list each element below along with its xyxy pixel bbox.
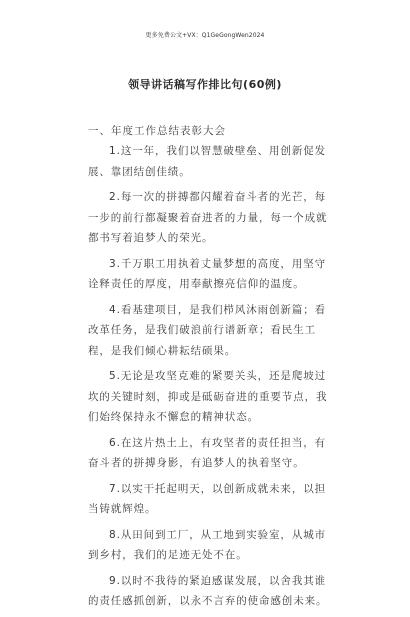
body-text — [88, 141, 330, 617]
section-heading: 一、年度工作总结表彰大会 — [88, 125, 226, 137]
paragraph: 2.每一次的拼搏都闪耀着奋斗者的光芒，每一步的前行都凝聚着奋进者的力量，每一个成就都书写着追梦人的荣光。 — [88, 190, 328, 245]
paragraph: 1.这一年，我们以智慧破壁垒、用创新促发展、靠团结创佳绩。 — [88, 145, 327, 178]
document-title: 领导讲话稿写作排比句(60例) — [128, 78, 282, 91]
paragraph: 5.无论是攻坚克难的紧要关头，还是爬坡过坎的关键时刻，抑或是砥砺奋进的重要节点，我们始终保持永不懈怠的精神状态。 — [88, 370, 328, 424]
paragraph: 3.千万职工用执着丈量梦想的高度，用坚守诠释责任的厚度，用奉献擦亮信仰的温度。 — [88, 257, 327, 291]
header-note: 更多免费公文+VX：Q1GeGongWen2024 — [145, 32, 265, 39]
paragraph: 4.看基建项目，是我们栉风沐雨创新篇；看改革任务，是我们破浪前行谱新章；看民生工程，是我们倾心耕耘结硕果。 — [88, 303, 327, 357]
paragraph: 7.以实干托起明天，以创新成就未来，以担当铸就辉煌。 — [88, 482, 327, 516]
paragraph: 6.在这片热土上，有攻坚者的责任担当，有奋斗者的拼搏身影，有追梦人的执着坚守。 — [88, 436, 327, 470]
paragraph: 8.从田间到工厂，从工地到实验室，从城市到乡村，我们的足迹无处不在。 — [88, 528, 327, 562]
paragraph: 9.以时不我待的紧迫感谋发展，以舍我其谁的责任感抓创新，以永不言弃的使命感创未来。 — [88, 574, 328, 608]
